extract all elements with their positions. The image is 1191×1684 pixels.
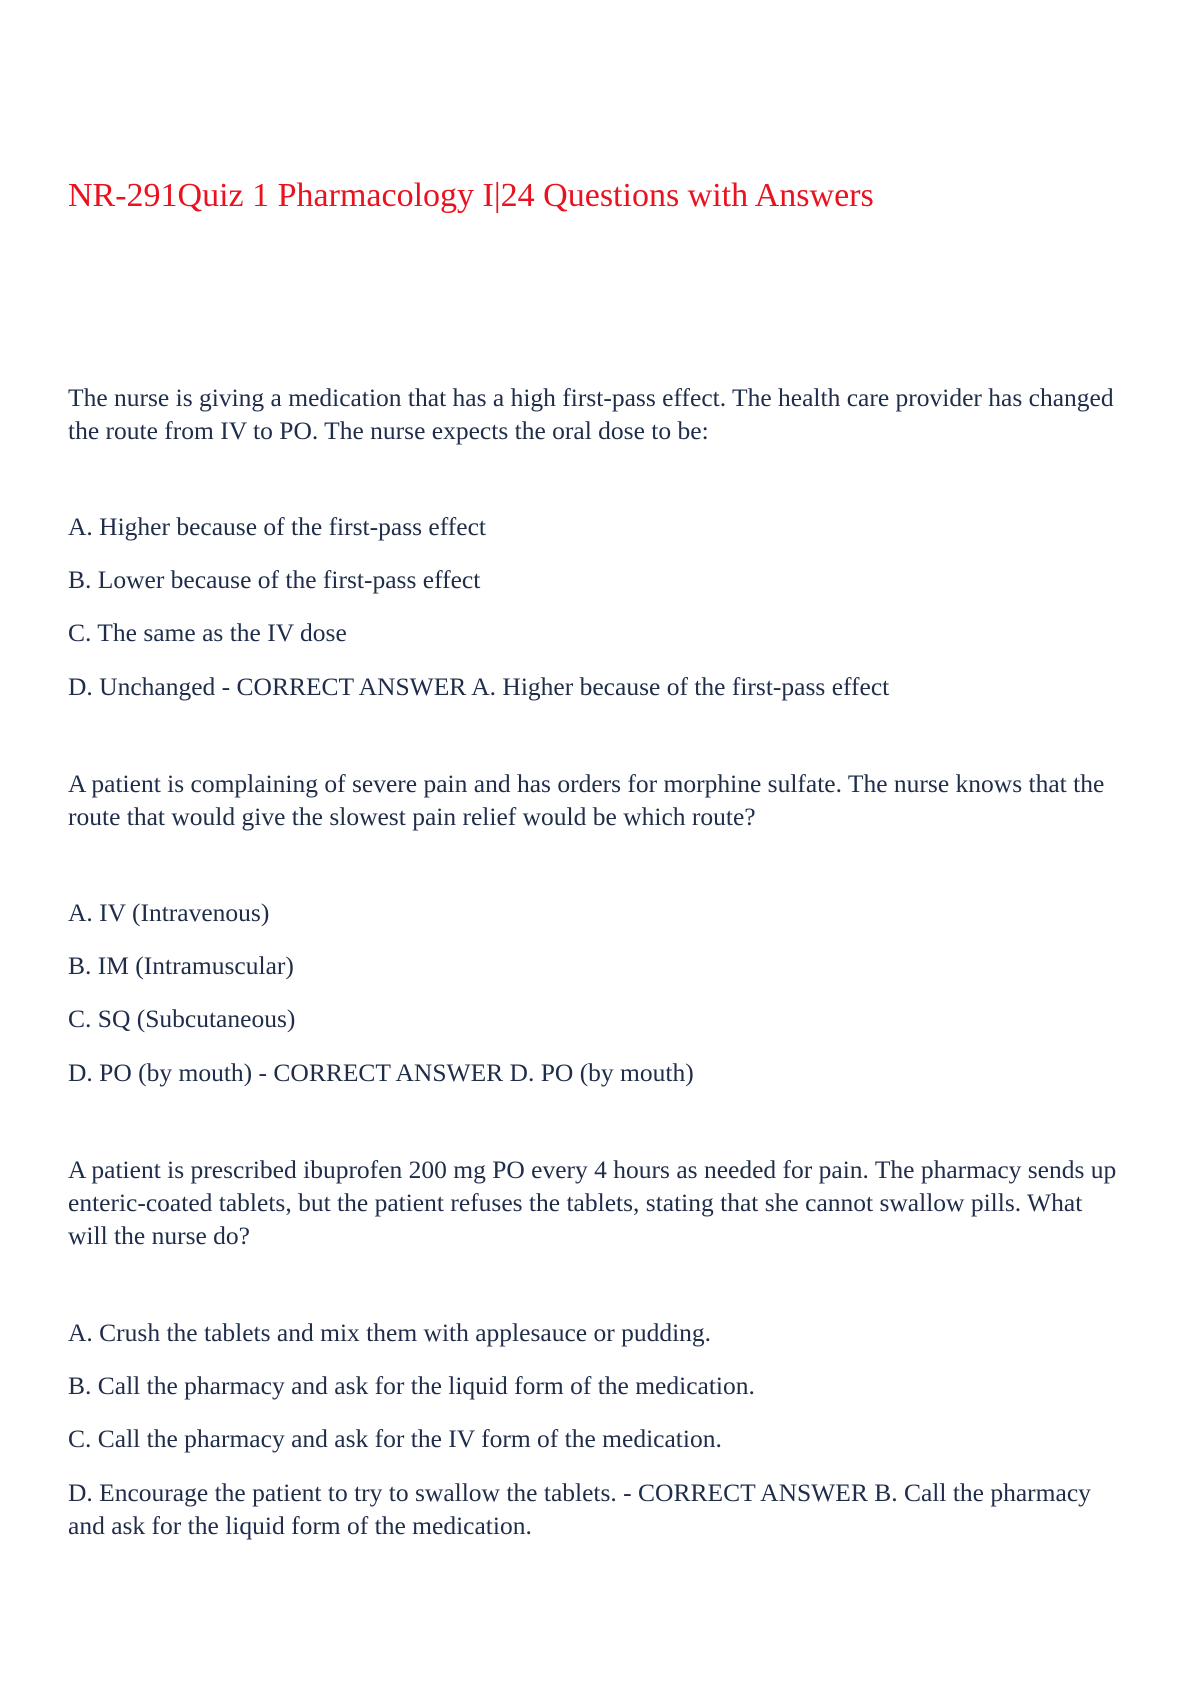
question-3-option-c: C. Call the pharmacy and ask for the IV form of the medication. [68,1424,722,1453]
question-3-option-b: B. Call the pharmacy and ask for the liquid form of the medication. [68,1371,755,1400]
question-1-option-c: C. The same as the IV dose [68,618,347,647]
question-2-stem: A patient is complaining of severe pain and has orders for morphine sulfate. The nurse knows that the route that would give the slowest pain relief would be which route? [68,769,1105,831]
question-1-option-a: A. Higher because of the first-pass effect [68,512,486,541]
question-2-option-a: A. IV (Intravenous) [68,898,270,927]
question-1-option-d-answer: D. Unchanged - CORRECT ANSWER A. Higher because of the first-pass effect [68,672,890,701]
question-1-option-b: B. Lower because of the first-pass effect [68,565,481,594]
question-1-stem: The nurse is giving a medication that has a high first-pass effect. The health care provider has changed the route from IV to PO. The nurse expects the oral dose to be: [68,383,1114,445]
question-2-option-c: C. SQ (Subcutaneous) [68,1004,296,1033]
question-3-option-a: A. Crush the tablets and mix them with applesauce or pudding. [68,1318,712,1347]
question-3-option-d-answer: D. Encourage the patient to try to swallow the tablets. - CORRECT ANSWER B. Call the pharmacy and ask for the liquid form of the medication. [68,1478,1091,1540]
document-title: NR-291Quiz 1 Pharmacology I|24 Questions with Answers [68,177,874,214]
question-2-option-d-answer: D. PO (by mouth) - CORRECT ANSWER D. PO (by mouth) [68,1058,694,1087]
question-2-option-b: B. IM (Intramuscular) [68,951,294,980]
question-3-stem: A patient is prescribed ibuprofen 200 mg PO every 4 hours as needed for pain. The pharmacy sends up enteric-coated tablets, but the patient refuses the tablets, stating that she cannot swallow pills. What will the nurse do? [68,1155,1117,1250]
